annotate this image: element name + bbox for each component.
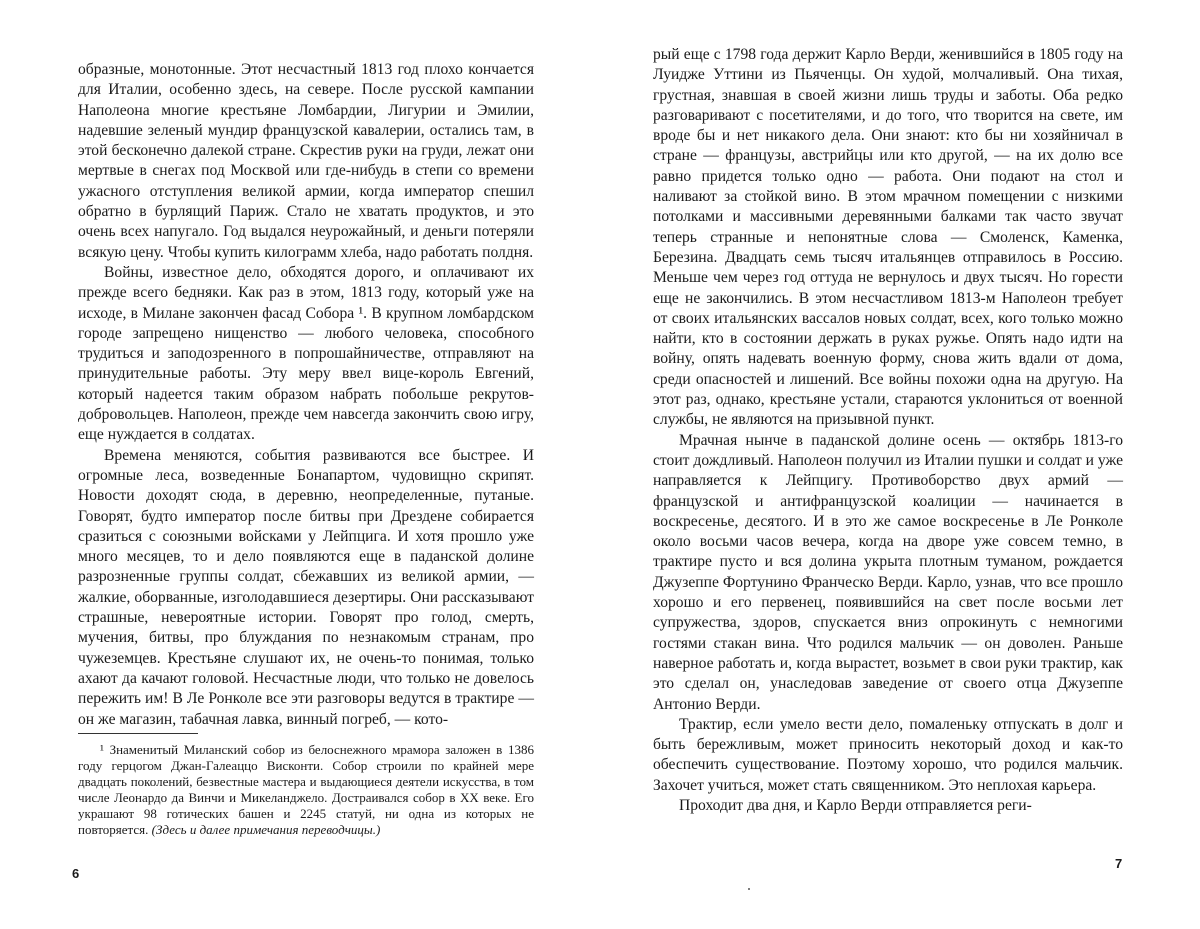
scan-speck <box>748 888 750 890</box>
left-paragraph-3: Времена меняются, события развиваются все быстрее. И огромные леса, возведенные Бонапартом, чудовищно скрипят. Новости доходят сюда, в деревню, неопределенные, путаные. Говорят, будто император после битвы при Дрездене собирается сразиться с союзными войсками у Лейпцига. И хотя прошло уже много месяцев, то и дело появляются еще в паданской долине разрозненные группы солдат, сбежавших из великой армии, — жалкие, оборванные, изголодавшиеся дезертиры. Они рассказывают страшные, невероятные истории. Говорят про голод, смерть, мучения, битвы, про блуждания по незнакомым странам, про чужеземцев. Крестьяне слушают их, не очень-то понимая, только ахают да качают головой. Несчастные люди, что только не довелось пережить им! В Ле Ронколе все эти разговоры ведутся в трактире — он же магазин, табачная лавка, винный погреб, — кото- <box>78 446 534 728</box>
page-number-left: 6 <box>72 866 80 881</box>
right-paragraph-1: рый еще с 1798 года держит Карло Верди, женившийся в 1805 году на Луидже Уттини из Пьяченцы. Он худой, молчаливый. Она тихая, грустная, знавшая в своей жизни лишь труды и заботы. Оба редко разговаривают с посетителями, и до того, что творится на свете, им вроде бы и нет никакого дела. Они знают: кто бы ни хозяйничал в стране — французы, австрийцы или кто другой, — на их долю все равно придется только одно — работа. Они подают на стол и наливают за стойкой вино. В этом мрачном помещении с низкими потолками и массивными деревянными балками так часто звучат теперь странные и непонятные слова — Смоленск, Каменка, Березина. Двадцать семь тысяч итальянцев отправилось в Россию. Меньше чем через год оттуда не вернулось и двух тысяч. Но горести еще не закончились. В этом несчастливом 1813-м Наполеон требует от своих итальянских вассалов новых солдат, всех, кого только можно найти, кто в состоянии держать в руках ружье. Опять надо идти на войну, опять надевать военную форму, снова жить вдали от дома, среди опасностей и лишений. Все войны похожи одна на другую. На этот раз, однако, крестьяне устали, стараются уклониться от военной службы, не являются на призывной пункт. <box>653 46 1123 429</box>
right-text-column <box>653 45 1123 816</box>
footnote-text: ¹ Знаменитый Миланский собор из белоснежного мрамора заложен в 1386 году герцогом Джан-Галеаццо Висконти. Собор строили по крайней мере двадцать поколений, безвестные мастера и выдающиеся деятели искусства, в том числе Леонардо да Винчи и Микеланджело. Достраивался собор в XX веке. Его украшают 98 готических башен и 2245 статуй, ни одна из которых не повторяется. <box>78 742 534 837</box>
left-paragraph-2: Войны, известное дело, обходятся дорого, и оплачивают их прежде всего бедняки. Как раз в этом, 1813 году, который уже на исходе, в Милане закончен фасад Собора ¹. В крупном ломбардском городе запрещено нищенство — любого человека, способного трудиться и заподозренного в попрошайничестве, отправляют на принудительные работы. Эту меру ввел вице-король Евгений, который надеется таким образом набрать побольше рекрутов-добровольцев. Наполеон, прежде чем навсегда закончить свою игру, еще нуждается в солдатах. <box>78 263 534 444</box>
page-number-right-mark: 7 <box>1115 856 1123 871</box>
left-paragraph-1: образные, монотонные. Этот несчастный 1813 год плохо кончается для Италии, особенно здесь, на севере. После русской кампании Наполеона многие крестьяне Ломбардии, Лигурии и Эмилии, надевшие зеленый мундир французской кавалерии, остались там, в этой бесконечно далекой стране. Скрестив руки на груди, лежат они мертвые в снегах под Москвой или где-нибудь в степи со времени ужасного отступления великой армии, когда император спешил обратно в бурлящий Париж. Стало не хватать продуктов, и это очень всех напугало. Год выдался неурожайный, и деньги потеряли всякую цену. Чтобы купить килограмм хлеба, надо работать полдня. <box>78 61 534 261</box>
footnote <box>78 742 534 838</box>
footnote-translator-note: (Здесь и далее примечания переводчицы.) <box>151 822 381 837</box>
right-paragraph-3: Трактир, если умело вести дело, помаленьку отпускать в долг и быть бережливым, может приносить некоторый доход и как-то обеспечить существование. Поэтому хорошо, что родился мальчик. Захочет учиться, может стать священником. Это неплохая карьера. <box>653 715 1123 794</box>
right-paragraph-4: Проходит два дня, и Карло Верди отправляется реги- <box>679 796 1032 814</box>
left-text-column <box>78 60 534 730</box>
right-paragraph-2: Мрачная нынче в паданской долине осень — октябрь 1813-го стоит дождливый. Наполеон получил из Италии пушки и солдат и уже направляется к Лейпцигу. Противоборство двух армий — французской и антифранцузской коалиции — начинается в воскресенье, десятого. И в это же самое воскресенье в Ле Ронколе около восьми часов вечера, когда на дворе уже совсем темно, в трактире пусто и вся долина укрыта плотным туманом, рождается Джузеппе Фортунино Франческо Верди. Карло, узнав, что все прошло хорошо и его первенец, появившийся на свет после восьми лет супружества, здоров, спускается вниз опрокинуть с немногими гостями стакан вина. Что родился мальчик — он доволен. Раньше наверное работать и, когда вырастет, возьмет в свои руки трактир, как это сделал он, унаследовав заведение от своего отца Джузеппе Антонио Верди. <box>653 431 1123 713</box>
footnote-rule <box>78 733 198 734</box>
